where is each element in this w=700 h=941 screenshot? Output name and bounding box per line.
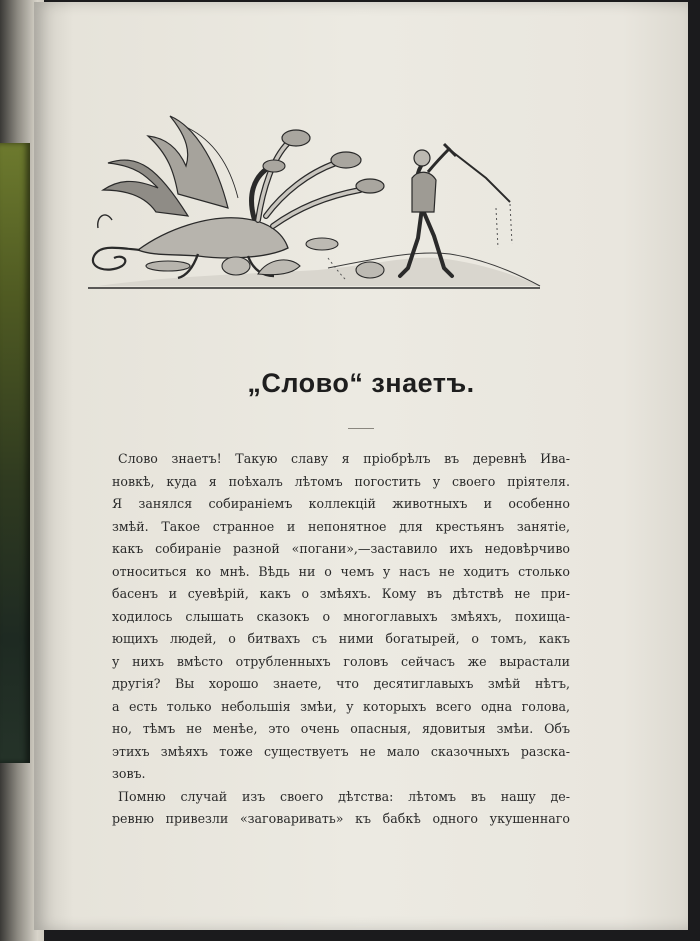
text-line: а есть только небольшія змѣи, у которыхъ всего одна голова,: [112, 698, 570, 714]
text-line: ющихъ людей, о битвахъ съ ними богатырей, о томъ, какъ: [112, 631, 570, 646]
text-line: Слово знаетъ! Такую славу я пріобрѣлъ въ деревнѣ Ива-: [118, 451, 570, 466]
body-text: [112, 448, 570, 831]
text-line: Я занялся собираніемъ коллекцій животныхъ и особенно: [112, 496, 570, 511]
text-line: ходилось слышать сказокъ о многоглавыхъ змѣяхъ, похища-: [112, 608, 570, 624]
chapter-title: „Слово“ знаетъ.: [247, 368, 475, 398]
text-line: но, тѣмъ не менѣе, это очень опасныя, ядовитыя змѣи. Объ: [112, 721, 570, 736]
facing-color-plate: [0, 143, 30, 763]
text-line: басенъ и суевѣрій, какъ о змѣяхъ. Кому въ дѣтствѣ не при-: [112, 586, 570, 601]
text-line: ревню привезли «заговаривать» къ бабкѣ одного укушеннаго: [112, 811, 570, 826]
text-line: зовъ.: [112, 766, 146, 781]
text-line: относиться ко мнѣ. Вѣдь ни о чемъ у насъ не ходитъ столько: [112, 563, 570, 579]
title-divider: [348, 428, 374, 429]
text-line: другія? Вы хорошо знаете, что десятиглавыхъ змѣй нѣтъ,: [112, 676, 570, 691]
text-line: какъ собираніе разной «погани»,—заставило ихъ недовѣрчиво: [112, 541, 570, 556]
text-line: этихъ змѣяхъ тоже существуетъ не мало сказочныхъ разска-: [112, 743, 570, 759]
text-line: у нихъ вмѣсто отрубленныхъ головъ сейчасъ же вырастали: [112, 653, 570, 669]
text-line: Помню случай изъ своего дѣтства: лѣтомъ въ нашу де-: [118, 788, 570, 804]
text-line: новкѣ, куда я поѣхалъ лѣтомъ погостить у своего пріятеля.: [112, 473, 570, 489]
text-line: змѣй. Такое странное и непонятное для крестьянъ занятіе,: [112, 518, 570, 534]
dragon-and-knight-engraving-icon: [78, 108, 544, 296]
